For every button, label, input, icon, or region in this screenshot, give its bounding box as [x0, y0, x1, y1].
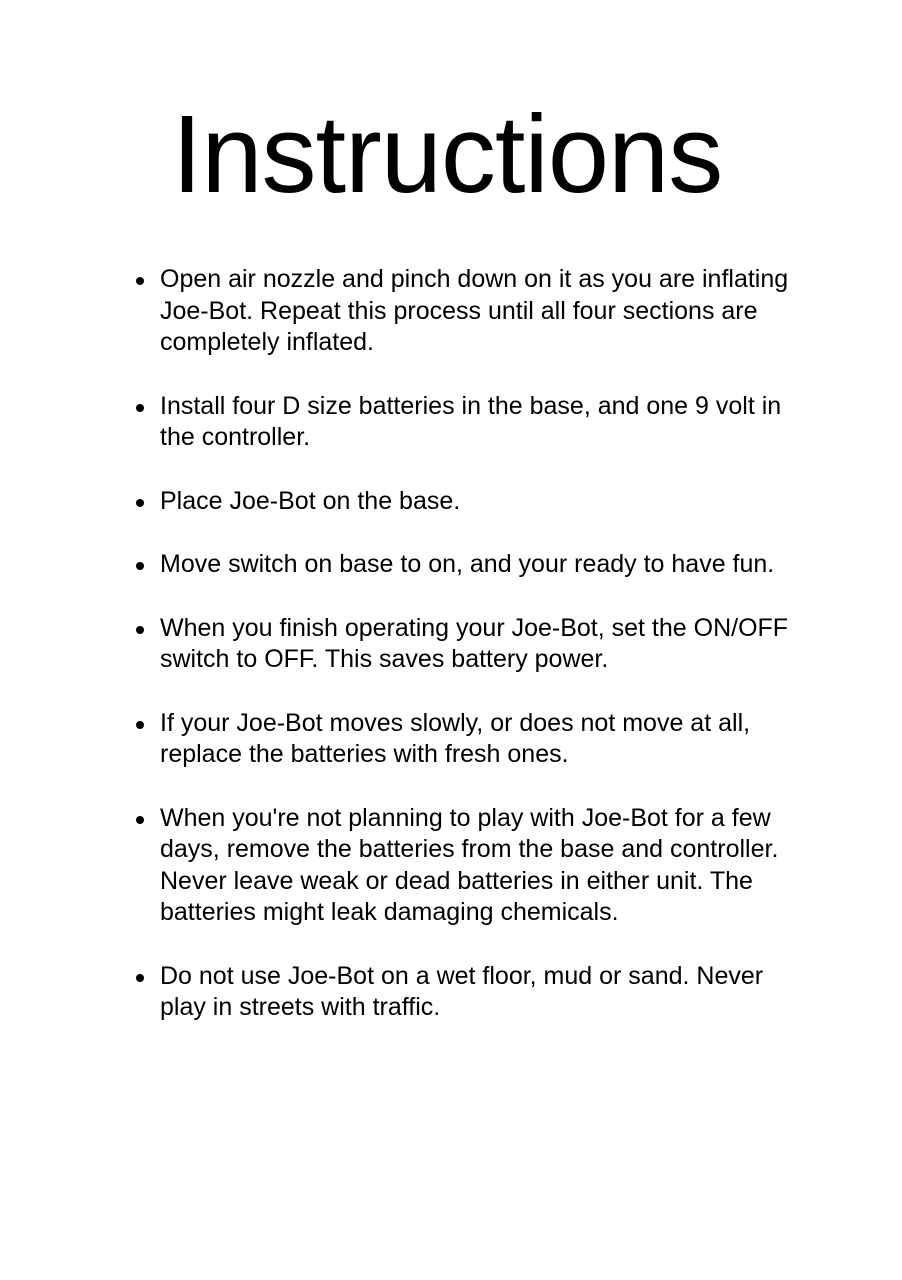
list-item	[133, 708, 813, 771]
bullet-icon	[136, 277, 144, 285]
bullet-icon	[136, 499, 144, 507]
page-title: Instructions	[171, 93, 723, 216]
list-item-text: Move switch on base to on, and your ready to have fun.	[160, 550, 775, 578]
list-item	[133, 391, 813, 454]
list-item	[133, 264, 813, 359]
list-item	[133, 486, 813, 518]
list-item	[133, 549, 813, 581]
list-item-text: Install four D size batteries in the base, and one 9 volt in the controller.	[160, 391, 782, 451]
list-item	[133, 803, 813, 929]
list-item-text: When you finish operating your Joe-Bot, set the ON/OFF switch to OFF. This saves battery power.	[160, 613, 789, 673]
bullet-icon	[136, 562, 144, 570]
instruction-list	[133, 264, 813, 1056]
list-item	[133, 613, 813, 676]
bullet-icon	[136, 816, 144, 824]
bullet-icon	[136, 721, 144, 729]
list-item	[133, 961, 813, 1024]
list-item-text: Open air nozzle and pinch down on it as you are inflating Joe-Bot. Repeat this process until all four sections are completely inflated.	[160, 265, 789, 356]
bullet-icon	[136, 626, 144, 634]
list-item-text: Place Joe-Bot on the base.	[160, 486, 461, 515]
bullet-icon	[136, 974, 144, 982]
list-item-text: If your Joe-Bot moves slowly, or does not move at all, replace the batteries with fresh ones.	[160, 708, 751, 768]
list-item-text: When you're not planning to play with Joe-Bot for a few days, remove the batteries from the base and controller. Never leave weak or dead batteries in either unit. The batteries might leak damaging chemicals.	[160, 803, 779, 926]
list-item-text: Do not use Joe-Bot on a wet floor, mud or sand. Never play in streets with traffic.	[160, 961, 764, 1021]
bullet-icon	[136, 404, 144, 412]
